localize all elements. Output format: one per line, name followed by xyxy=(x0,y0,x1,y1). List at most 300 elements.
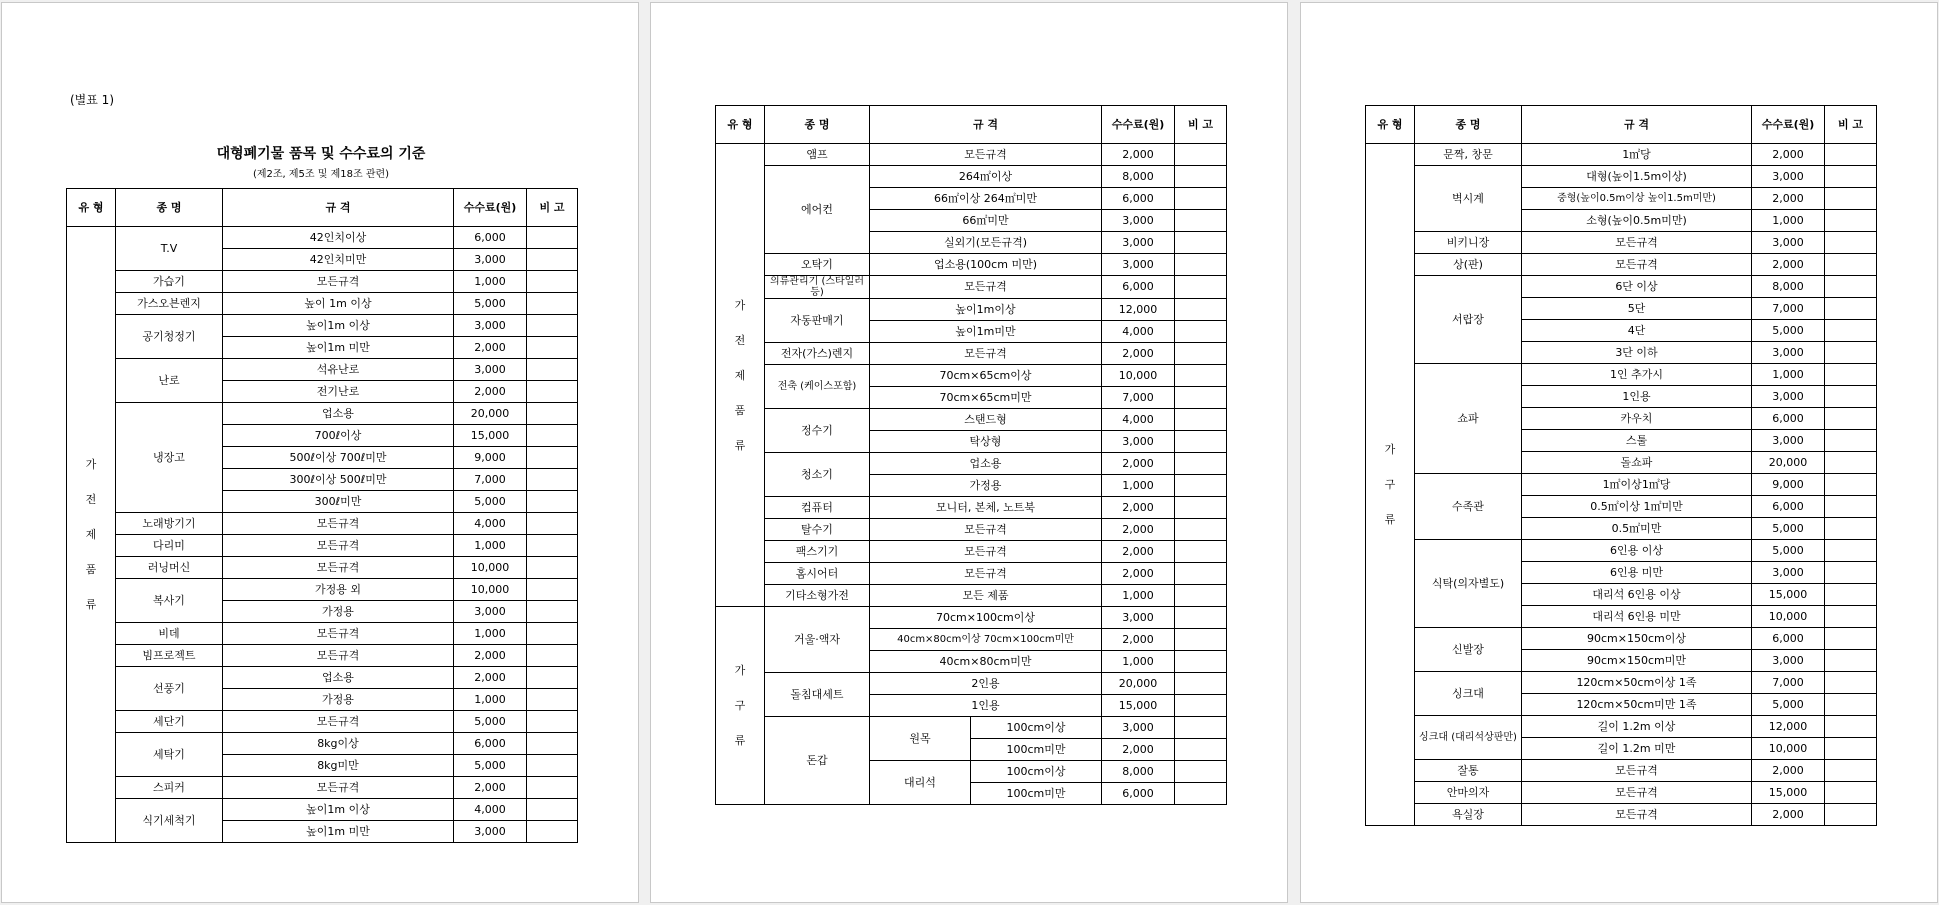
item-name: 서랍장 xyxy=(1415,276,1522,364)
fee: 20,000 xyxy=(454,403,527,425)
fee: 7,000 xyxy=(1752,298,1825,320)
header-type: 유 형 xyxy=(67,189,116,227)
item-name: 욕실장 xyxy=(1415,804,1522,826)
item-name: 싱크대 (대리석상판만) xyxy=(1415,716,1522,760)
fee: 15,000 xyxy=(1752,584,1825,606)
spec: 42인치미만 xyxy=(223,249,454,271)
table-row xyxy=(1366,782,1877,804)
table-row xyxy=(716,519,1227,541)
note xyxy=(527,271,578,293)
fee: 6,000 xyxy=(1752,496,1825,518)
table-row xyxy=(1366,232,1877,254)
fee: 5,000 xyxy=(454,491,527,513)
spec: 5단 xyxy=(1522,298,1752,320)
note xyxy=(527,469,578,491)
header-item: 종 명 xyxy=(116,189,223,227)
spec: 업소용 xyxy=(870,453,1102,475)
item-name: 스피커 xyxy=(116,777,223,799)
spec: 120cm×50cm미만 1족 xyxy=(1522,694,1752,716)
item-name: 복사기 xyxy=(116,579,223,623)
table-row xyxy=(1366,540,1877,562)
header-fee: 수수료(원) xyxy=(1102,106,1175,144)
table-row xyxy=(716,144,1227,166)
fee: 6,000 xyxy=(1102,188,1175,210)
note xyxy=(527,689,578,711)
note xyxy=(1175,629,1227,651)
fee: 1,000 xyxy=(454,271,527,293)
spec: 100cm이상 xyxy=(971,761,1102,783)
spec: 가정용 xyxy=(870,475,1102,497)
spec: 100cm미만 xyxy=(971,783,1102,805)
fee: 9,000 xyxy=(454,447,527,469)
table-row xyxy=(67,271,578,293)
header-fee: 수수료(원) xyxy=(454,189,527,227)
fee: 3,000 xyxy=(1752,166,1825,188)
type-char: 류 xyxy=(734,438,746,452)
note xyxy=(527,293,578,315)
note xyxy=(1175,144,1227,166)
note xyxy=(1175,232,1227,254)
spec: 높이1m이상 xyxy=(870,299,1102,321)
fee: 4,000 xyxy=(1102,321,1175,343)
item-name: 선풍기 xyxy=(116,667,223,711)
note xyxy=(527,403,578,425)
fee: 5,000 xyxy=(1752,518,1825,540)
spec: 모든규격 xyxy=(223,271,454,293)
fee: 5,000 xyxy=(1752,694,1825,716)
spec: 스툴 xyxy=(1522,430,1752,452)
table-row xyxy=(67,315,578,337)
fee: 6,000 xyxy=(1752,408,1825,430)
table-row xyxy=(1366,760,1877,782)
fee: 2,000 xyxy=(454,337,527,359)
spec: 3단 이하 xyxy=(1522,342,1752,364)
fee: 12,000 xyxy=(1102,299,1175,321)
note xyxy=(527,755,578,777)
fee-table-3 xyxy=(1365,105,1877,826)
spec: 높이1m 이상 xyxy=(223,315,454,337)
spec: 모든규격 xyxy=(1522,782,1752,804)
note xyxy=(1175,739,1227,761)
item-name: 싱크대 xyxy=(1415,672,1522,716)
spec: 모든규격 xyxy=(870,276,1102,299)
spec: 높이1m미만 xyxy=(870,321,1102,343)
type-char: 구 xyxy=(734,699,746,712)
note xyxy=(1825,760,1877,782)
note xyxy=(1825,188,1877,210)
type-char: 구 xyxy=(1384,478,1396,491)
spec: 70cm×65cm이상 xyxy=(870,365,1102,387)
type-char: 류 xyxy=(85,598,97,611)
fee: 1,000 xyxy=(1102,651,1175,673)
table-row xyxy=(716,607,1227,629)
spec: 모든규격 xyxy=(870,541,1102,563)
spec: 0.5㎡미만 xyxy=(1522,518,1752,540)
note xyxy=(527,645,578,667)
type-char: 품 xyxy=(85,563,97,576)
type-cell xyxy=(716,144,765,607)
fee: 2,000 xyxy=(1752,760,1825,782)
item-name: 다리미 xyxy=(116,535,223,557)
spec: 가정용 xyxy=(223,601,454,623)
spec: 8kg이상 xyxy=(223,733,454,755)
header-fee: 수수료(원) xyxy=(1752,106,1825,144)
note xyxy=(1175,343,1227,365)
spec: 모든규격 xyxy=(223,645,454,667)
header-item: 종 명 xyxy=(765,106,870,144)
table-row xyxy=(716,541,1227,563)
item-name: 가스오븐렌지 xyxy=(116,293,223,315)
page-1 xyxy=(1,2,639,903)
fee: 3,000 xyxy=(1102,607,1175,629)
type-cell xyxy=(1366,144,1415,826)
fee: 3,000 xyxy=(1102,431,1175,453)
note xyxy=(1175,585,1227,607)
fee: 3,000 xyxy=(1102,232,1175,254)
note xyxy=(1825,650,1877,672)
note xyxy=(527,623,578,645)
note xyxy=(1175,387,1227,409)
fee: 2,000 xyxy=(1102,519,1175,541)
item-name: 식탁(의자별도) xyxy=(1415,540,1522,628)
fee: 8,000 xyxy=(1102,761,1175,783)
spec: 전기난로 xyxy=(223,381,454,403)
spec: 모든규격 xyxy=(1522,760,1752,782)
fee: 3,000 xyxy=(1752,342,1825,364)
fee: 4,000 xyxy=(1102,409,1175,431)
fee: 3,000 xyxy=(1752,386,1825,408)
note xyxy=(1825,804,1877,826)
spec: 모든 제품 xyxy=(870,585,1102,607)
fee: 2,000 xyxy=(454,381,527,403)
table-row xyxy=(67,227,578,249)
table-row xyxy=(716,673,1227,695)
table-row xyxy=(1366,364,1877,386)
item-name: 의류관리기 (스타일러 등) xyxy=(765,276,870,299)
type-char: 가 xyxy=(1384,443,1396,456)
fee: 7,000 xyxy=(1102,387,1175,409)
item-name: 전축 (케이스포함) xyxy=(765,365,870,409)
note xyxy=(1175,783,1227,805)
table-row xyxy=(67,645,578,667)
spec: 모든규격 xyxy=(870,343,1102,365)
table-row xyxy=(67,535,578,557)
fee: 6,000 xyxy=(1752,628,1825,650)
item-name: 쇼파 xyxy=(1415,364,1522,474)
fee: 5,000 xyxy=(1752,320,1825,342)
spec: 석유난로 xyxy=(223,359,454,381)
item-name: 컴퓨터 xyxy=(765,497,870,519)
fee: 15,000 xyxy=(454,425,527,447)
note xyxy=(1825,782,1877,804)
note xyxy=(1175,695,1227,717)
spec: 500ℓ이상 700ℓ미만 xyxy=(223,447,454,469)
fee: 2,000 xyxy=(1752,254,1825,276)
note xyxy=(1825,342,1877,364)
table-row xyxy=(1366,474,1877,496)
note xyxy=(527,491,578,513)
note xyxy=(1175,409,1227,431)
item-name: 자동판매기 xyxy=(765,299,870,343)
table-row xyxy=(67,667,578,689)
item-name: 러닝머신 xyxy=(116,557,223,579)
note xyxy=(1175,431,1227,453)
note xyxy=(527,381,578,403)
fee: 15,000 xyxy=(1752,782,1825,804)
fee: 10,000 xyxy=(454,557,527,579)
item-name: 난로 xyxy=(116,359,223,403)
spec: 모든규격 xyxy=(223,557,454,579)
spec: 모든규격 xyxy=(223,623,454,645)
header-spec: 규 격 xyxy=(870,106,1102,144)
fee: 2,000 xyxy=(1102,144,1175,166)
note xyxy=(1825,276,1877,298)
table-row xyxy=(716,717,1227,739)
item-name: 전자(가스)렌지 xyxy=(765,343,870,365)
fee-table-2 xyxy=(715,105,1227,805)
note xyxy=(527,601,578,623)
spec: 모든규격 xyxy=(223,711,454,733)
fee: 6,000 xyxy=(1102,783,1175,805)
type-char: 가 xyxy=(85,458,97,471)
fee: 2,000 xyxy=(1102,541,1175,563)
table-row xyxy=(67,513,578,535)
page-2 xyxy=(650,2,1288,903)
spec: 40cm×80cm미만 xyxy=(870,651,1102,673)
fee: 6,000 xyxy=(454,227,527,249)
table-row xyxy=(716,585,1227,607)
type-char: 제 xyxy=(85,528,97,541)
note xyxy=(527,249,578,271)
note xyxy=(527,733,578,755)
spec: 길이 1.2m 이상 xyxy=(1522,716,1752,738)
item-name: 에어컨 xyxy=(765,166,870,254)
table-row xyxy=(67,711,578,733)
note xyxy=(1825,540,1877,562)
table-row xyxy=(716,365,1227,387)
fee: 6,000 xyxy=(454,733,527,755)
fee: 7,000 xyxy=(454,469,527,491)
spec: 90cm×150cm이상 xyxy=(1522,628,1752,650)
note xyxy=(527,315,578,337)
note xyxy=(1175,254,1227,276)
spec: 1㎡당 xyxy=(1522,144,1752,166)
fee: 2,000 xyxy=(1102,497,1175,519)
table-row xyxy=(1366,804,1877,826)
item-name: 수족관 xyxy=(1415,474,1522,540)
item-name: 오탁기 xyxy=(765,254,870,276)
spec: 실외기(모든규격) xyxy=(870,232,1102,254)
fee: 2,000 xyxy=(1102,629,1175,651)
spec: 가정용 외 xyxy=(223,579,454,601)
item-name: 공기청정기 xyxy=(116,315,223,359)
fee: 3,000 xyxy=(454,821,527,843)
fee: 3,000 xyxy=(1752,232,1825,254)
note xyxy=(1175,541,1227,563)
type-char: 전 xyxy=(734,333,746,347)
spec: 모든규격 xyxy=(223,513,454,535)
spec: 돌쇼파 xyxy=(1522,452,1752,474)
spec: 2인용 xyxy=(870,673,1102,695)
fee: 10,000 xyxy=(1752,738,1825,760)
note xyxy=(1175,365,1227,387)
spec: 모든규격 xyxy=(1522,254,1752,276)
fee: 2,000 xyxy=(454,645,527,667)
note xyxy=(527,425,578,447)
spec: 70cm×65cm미만 xyxy=(870,387,1102,409)
header-note: 비 고 xyxy=(1175,106,1227,144)
fee: 12,000 xyxy=(1752,716,1825,738)
note xyxy=(1825,518,1877,540)
fee: 3,000 xyxy=(1752,650,1825,672)
item-name: 안마의자 xyxy=(1415,782,1522,804)
fee: 3,000 xyxy=(1752,562,1825,584)
item-name: T.V xyxy=(116,227,223,271)
fee: 9,000 xyxy=(1752,474,1825,496)
spec: 높이1m 미만 xyxy=(223,821,454,843)
item-name: 청소기 xyxy=(765,453,870,497)
note xyxy=(527,579,578,601)
spec: 1인용 xyxy=(1522,386,1752,408)
spec: 66㎡미만 xyxy=(870,210,1102,232)
note xyxy=(1175,475,1227,497)
table-row xyxy=(716,166,1227,188)
type-cell xyxy=(716,607,765,805)
header-type: 유 형 xyxy=(1366,106,1415,144)
table-row xyxy=(716,497,1227,519)
note xyxy=(1825,232,1877,254)
note xyxy=(1825,672,1877,694)
note xyxy=(527,777,578,799)
fee: 5,000 xyxy=(454,711,527,733)
note xyxy=(1825,386,1877,408)
fee: 3,000 xyxy=(454,315,527,337)
type-char: 가 xyxy=(734,664,746,677)
note xyxy=(527,227,578,249)
fee: 8,000 xyxy=(1102,166,1175,188)
fee: 1,000 xyxy=(1102,585,1175,607)
table-row xyxy=(716,276,1227,299)
table-row xyxy=(1366,628,1877,650)
note xyxy=(527,535,578,557)
sub-item: 대리석 xyxy=(870,761,971,805)
note xyxy=(1825,166,1877,188)
note xyxy=(1825,716,1877,738)
fee: 5,000 xyxy=(1752,540,1825,562)
table-row xyxy=(67,777,578,799)
spec: 42인치이상 xyxy=(223,227,454,249)
table-row xyxy=(1366,276,1877,298)
table-row xyxy=(67,293,578,315)
fee: 2,000 xyxy=(1102,453,1175,475)
item-name: 잘통 xyxy=(1415,760,1522,782)
item-name: 식기세척기 xyxy=(116,799,223,843)
spec: 6인용 미만 xyxy=(1522,562,1752,584)
spec: 높이 1m 이상 xyxy=(223,293,454,315)
doc-title: 대형폐기물 품목 및 수수료의 기준 xyxy=(216,146,426,162)
fee: 4,000 xyxy=(454,799,527,821)
annex-label: (별표 1) xyxy=(70,93,114,107)
fee: 1,000 xyxy=(1752,210,1825,232)
note xyxy=(527,447,578,469)
table-row xyxy=(67,799,578,821)
note xyxy=(1175,563,1227,585)
item-name: 세탁기 xyxy=(116,733,223,777)
spec: 높이1m 이상 xyxy=(223,799,454,821)
spec: 모든규격 xyxy=(870,519,1102,541)
spec: 70cm×100cm이상 xyxy=(870,607,1102,629)
type-char: 류 xyxy=(1384,513,1396,526)
note xyxy=(1825,694,1877,716)
spec: 6단 이상 xyxy=(1522,276,1752,298)
item-name: 빔프로젝트 xyxy=(116,645,223,667)
item-name: 거울·액자 xyxy=(765,607,870,673)
note xyxy=(1175,321,1227,343)
spec: 높이1m 미만 xyxy=(223,337,454,359)
header-type: 유 형 xyxy=(716,106,765,144)
note xyxy=(1825,144,1877,166)
note xyxy=(1175,299,1227,321)
type-char: 류 xyxy=(734,734,746,747)
table-row xyxy=(1366,144,1877,166)
item-name: 냉장고 xyxy=(116,403,223,513)
note xyxy=(1825,298,1877,320)
item-name: 돌침대세트 xyxy=(765,673,870,717)
fee: 20,000 xyxy=(1752,452,1825,474)
note xyxy=(1825,320,1877,342)
item-name: 문짝, 창문 xyxy=(1415,144,1522,166)
note xyxy=(1825,408,1877,430)
note xyxy=(1175,761,1227,783)
fee: 3,000 xyxy=(1102,254,1175,276)
table-row xyxy=(1366,672,1877,694)
header-note: 비 고 xyxy=(527,189,578,227)
note xyxy=(527,799,578,821)
spec: 탁상형 xyxy=(870,431,1102,453)
spec: 모든규격 xyxy=(1522,232,1752,254)
spec: 66㎡이상 264㎡미만 xyxy=(870,188,1102,210)
table-row xyxy=(716,453,1227,475)
fee: 10,000 xyxy=(1102,365,1175,387)
header-note: 비 고 xyxy=(1825,106,1877,144)
note xyxy=(527,337,578,359)
note xyxy=(1175,166,1227,188)
table-row xyxy=(1366,166,1877,188)
table-row xyxy=(67,579,578,601)
header-spec: 규 격 xyxy=(1522,106,1752,144)
fee: 1,000 xyxy=(1752,364,1825,386)
item-name: 노래방기기 xyxy=(116,513,223,535)
item-name: 탈수기 xyxy=(765,519,870,541)
spec: 8kg미만 xyxy=(223,755,454,777)
spec: 모든규격 xyxy=(1522,804,1752,826)
item-name: 상(판) xyxy=(1415,254,1522,276)
spec: 모니터, 본체, 노트북 xyxy=(870,497,1102,519)
spec: 300ℓ미만 xyxy=(223,491,454,513)
spec: 업소용 xyxy=(223,667,454,689)
note xyxy=(1175,717,1227,739)
item-name: 홈시어터 xyxy=(765,563,870,585)
spec: 120cm×50cm이상 1족 xyxy=(1522,672,1752,694)
note xyxy=(527,513,578,535)
fee: 1,000 xyxy=(1102,475,1175,497)
note xyxy=(1825,496,1877,518)
fee: 2,000 xyxy=(1752,804,1825,826)
spec: 700ℓ이상 xyxy=(223,425,454,447)
page-3 xyxy=(1300,2,1938,903)
item-name: 정수기 xyxy=(765,409,870,453)
doc-subtitle: (제2조, 제5조 및 제18조 관련) xyxy=(252,169,390,180)
